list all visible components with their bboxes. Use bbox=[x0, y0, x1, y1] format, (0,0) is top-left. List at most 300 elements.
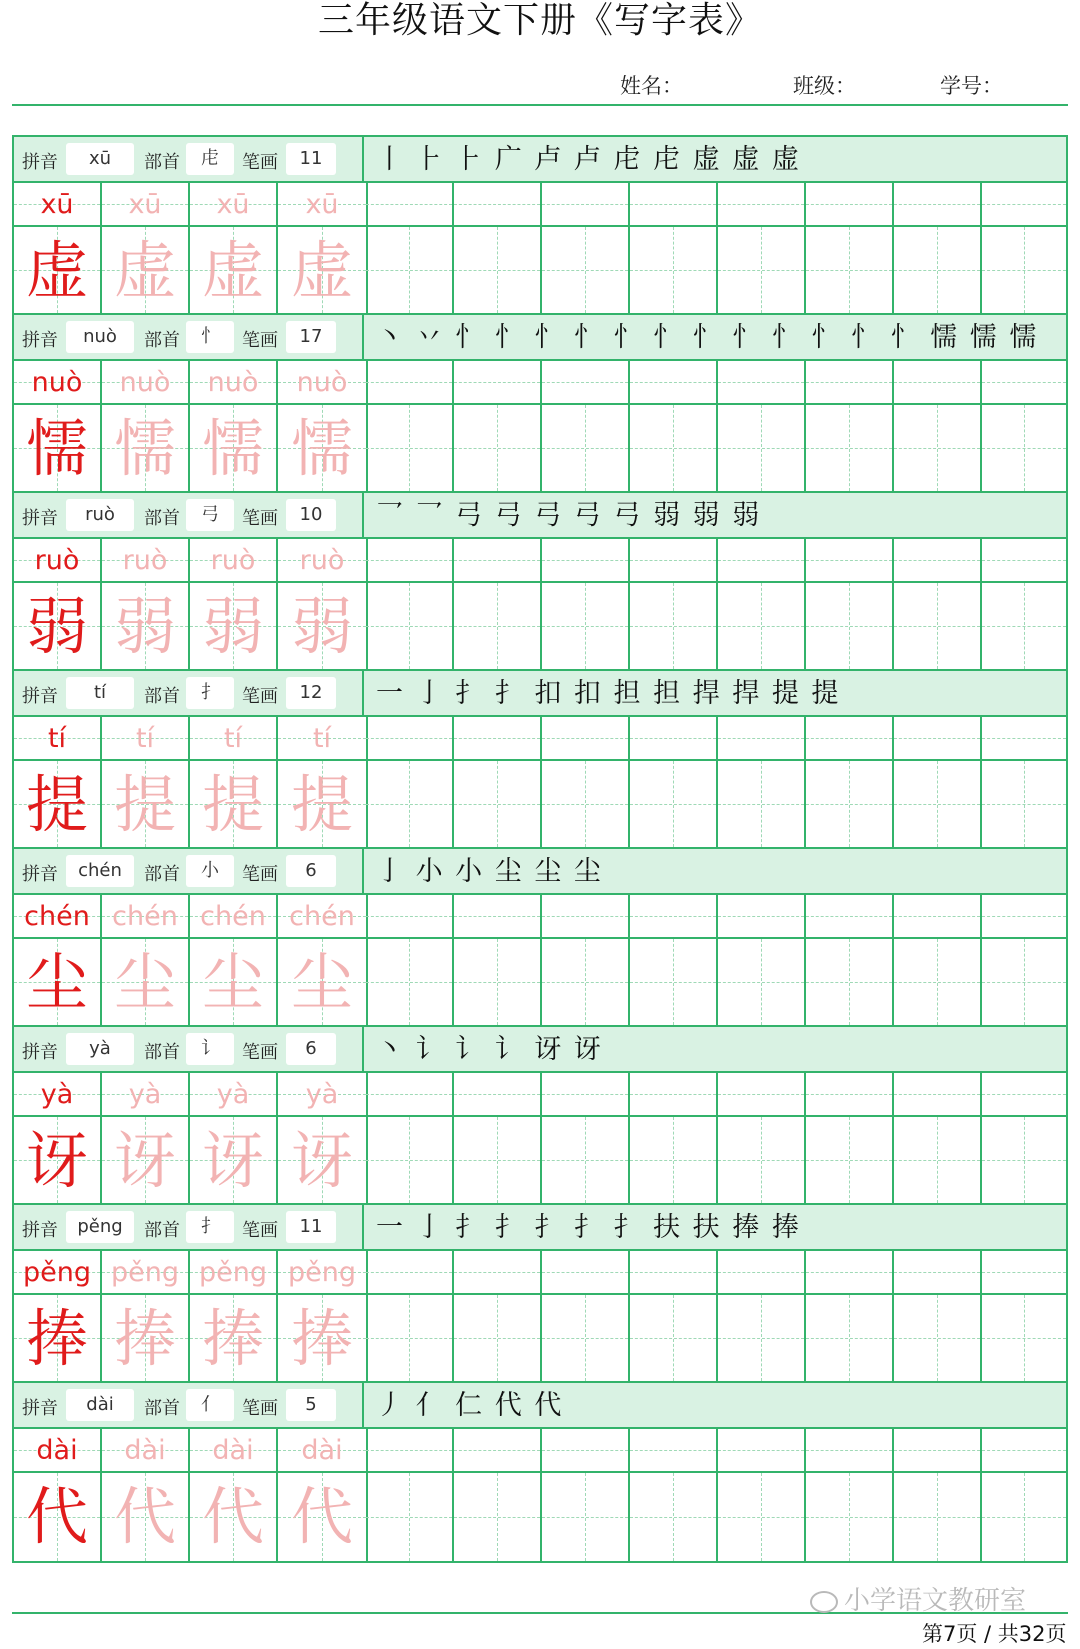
pinyin-cell[interactable] bbox=[14, 539, 102, 581]
pinyin-cell[interactable] bbox=[454, 539, 542, 581]
pinyin-cell[interactable] bbox=[542, 361, 630, 403]
pinyin-value: dài bbox=[66, 1389, 134, 1421]
pinyin-cell[interactable] bbox=[278, 1073, 368, 1115]
tianzige-cell[interactable] bbox=[278, 939, 368, 1025]
tianzige-cell[interactable] bbox=[190, 939, 278, 1025]
stroke-count-label: 笔画 bbox=[242, 508, 278, 529]
pinyin-cell[interactable] bbox=[102, 717, 190, 759]
pinyin-cell[interactable] bbox=[718, 361, 806, 403]
character-block bbox=[14, 315, 1066, 493]
pinyin-cell[interactable] bbox=[278, 361, 368, 403]
tianzige-cell[interactable] bbox=[278, 761, 368, 847]
pinyin-cell[interactable] bbox=[894, 717, 982, 759]
tianzige-cell[interactable] bbox=[982, 1117, 1066, 1203]
stroke-count-label: 笔画 bbox=[242, 686, 278, 707]
pinyin-cell[interactable] bbox=[894, 539, 982, 581]
tianzige-cell[interactable] bbox=[102, 227, 190, 313]
character-trace: 虚 bbox=[113, 234, 176, 307]
pinyin-cell[interactable] bbox=[14, 183, 102, 225]
pinyin-cell[interactable] bbox=[630, 717, 718, 759]
tianzige-cell[interactable] bbox=[278, 1473, 368, 1561]
character-trace: 弱 bbox=[290, 590, 353, 663]
tianzige-cell[interactable] bbox=[630, 405, 718, 491]
tianzige-cell[interactable] bbox=[278, 583, 368, 669]
pinyin-cell[interactable] bbox=[542, 183, 630, 225]
pinyin-cell[interactable] bbox=[14, 1073, 102, 1115]
pinyin-value: ruò bbox=[66, 499, 134, 531]
pinyin-cell[interactable] bbox=[630, 183, 718, 225]
character-trace: 代 bbox=[201, 1480, 264, 1553]
pinyin-cell[interactable] bbox=[190, 1251, 278, 1293]
pinyin-value: xū bbox=[66, 143, 134, 175]
tianzige-cell[interactable] bbox=[366, 227, 454, 313]
tianzige-cell[interactable] bbox=[278, 405, 368, 491]
tianzige-cell[interactable] bbox=[14, 939, 102, 1025]
tianzige-cell[interactable] bbox=[630, 1295, 718, 1381]
pinyin-cell[interactable] bbox=[630, 361, 718, 403]
tianzige-cell[interactable] bbox=[14, 583, 102, 669]
character-model: 懦 bbox=[25, 412, 88, 485]
pinyin-cell[interactable] bbox=[894, 1073, 982, 1115]
pinyin-trace: dài bbox=[212, 1435, 254, 1466]
character-trace: 提 bbox=[113, 768, 176, 841]
pinyin-cell[interactable] bbox=[190, 717, 278, 759]
name-field-label: 姓名： bbox=[620, 74, 683, 98]
pinyin-cell[interactable] bbox=[454, 1429, 542, 1471]
character-info-panel bbox=[14, 1205, 364, 1249]
pinyin-trace: pěng bbox=[198, 1257, 267, 1288]
pinyin-cell[interactable] bbox=[542, 1073, 630, 1115]
pinyin-label: 拼音 bbox=[22, 864, 58, 885]
pinyin-cell[interactable] bbox=[454, 895, 542, 937]
radical-label: 部首 bbox=[144, 508, 180, 529]
tianzige-cell[interactable] bbox=[278, 1117, 368, 1203]
character-trace: 讶 bbox=[201, 1124, 264, 1197]
tianzige-cell[interactable] bbox=[894, 939, 982, 1025]
pinyin-trace: ruò bbox=[122, 545, 168, 576]
character-trace: 讶 bbox=[113, 1124, 176, 1197]
stroke-count-label: 笔画 bbox=[242, 1398, 278, 1419]
pinyin-trace: ruò bbox=[299, 545, 345, 576]
watermark bbox=[810, 1580, 1026, 1617]
tianzige-cell[interactable] bbox=[454, 1117, 542, 1203]
pinyin-cell[interactable] bbox=[542, 895, 630, 937]
tianzige-cell[interactable] bbox=[278, 1295, 368, 1381]
tianzige-cell[interactable] bbox=[366, 939, 454, 1025]
tianzige-cell[interactable] bbox=[190, 405, 278, 491]
pinyin-cell[interactable] bbox=[190, 539, 278, 581]
class-field-label: 班级： bbox=[793, 74, 856, 98]
pinyin-cell[interactable] bbox=[630, 1251, 718, 1293]
pinyin-trace: yà bbox=[128, 1079, 162, 1110]
pinyin-cell[interactable] bbox=[366, 361, 454, 403]
pinyin-practice-row bbox=[14, 1251, 1066, 1295]
tianzige-cell[interactable] bbox=[982, 939, 1066, 1025]
stroke-count-label: 笔画 bbox=[242, 152, 278, 173]
pinyin-cell[interactable] bbox=[630, 539, 718, 581]
tianzige-cell[interactable] bbox=[894, 1117, 982, 1203]
pinyin-cell[interactable] bbox=[542, 717, 630, 759]
tianzige-cell[interactable] bbox=[14, 227, 102, 313]
pinyin-cell[interactable] bbox=[718, 539, 806, 581]
pinyin-cell[interactable] bbox=[366, 895, 454, 937]
tianzige-cell[interactable] bbox=[630, 227, 718, 313]
pinyin-cell[interactable] bbox=[542, 539, 630, 581]
tianzige-cell[interactable] bbox=[894, 761, 982, 847]
character-block bbox=[14, 137, 1066, 315]
pinyin-trace: nuò bbox=[296, 367, 348, 398]
tianzige-cell[interactable] bbox=[190, 1117, 278, 1203]
tianzige-cell[interactable] bbox=[718, 405, 806, 491]
tianzige-cell[interactable] bbox=[14, 405, 102, 491]
character-practice-row bbox=[14, 1295, 1066, 1383]
stroke-order: 丿 亻 仁 代 代 bbox=[376, 1390, 564, 1421]
radical-label: 部首 bbox=[144, 1042, 180, 1063]
character-model: 代 bbox=[25, 1480, 88, 1553]
character-model: 尘 bbox=[25, 946, 88, 1019]
character-trace: 提 bbox=[290, 768, 353, 841]
character-info-panel bbox=[14, 1383, 364, 1427]
pinyin-cell[interactable] bbox=[982, 361, 1066, 403]
tianzige-cell[interactable] bbox=[894, 1473, 982, 1561]
pinyin-value: nuò bbox=[66, 321, 134, 353]
tianzige-cell[interactable] bbox=[366, 1295, 454, 1381]
character-practice-row bbox=[14, 761, 1066, 849]
pinyin-cell[interactable] bbox=[454, 183, 542, 225]
pinyin-trace: chén bbox=[289, 901, 355, 932]
tianzige-cell[interactable] bbox=[366, 1473, 454, 1561]
tianzige-cell[interactable] bbox=[454, 1295, 542, 1381]
tianzige-cell[interactable] bbox=[630, 1473, 718, 1561]
pinyin-cell[interactable] bbox=[630, 1429, 718, 1471]
pinyin-trace: xū bbox=[216, 189, 250, 220]
pinyin-cell[interactable] bbox=[630, 895, 718, 937]
pinyin-cell[interactable] bbox=[718, 1073, 806, 1115]
pinyin-cell[interactable] bbox=[102, 183, 190, 225]
pinyin-label: 拼音 bbox=[22, 1220, 58, 1241]
stroke-count-value: 6 bbox=[286, 1033, 336, 1065]
pinyin-cell[interactable] bbox=[894, 1251, 982, 1293]
pinyin-cell[interactable] bbox=[366, 1073, 454, 1115]
pinyin-cell[interactable] bbox=[190, 183, 278, 225]
tianzige-cell[interactable] bbox=[542, 227, 630, 313]
pinyin-cell[interactable] bbox=[806, 361, 894, 403]
pinyin-cell[interactable] bbox=[190, 361, 278, 403]
tianzige-cell[interactable] bbox=[806, 583, 894, 669]
tianzige-cell[interactable] bbox=[14, 761, 102, 847]
tianzige-cell[interactable] bbox=[542, 1295, 630, 1381]
pinyin-cell[interactable] bbox=[982, 1429, 1066, 1471]
tianzige-cell[interactable] bbox=[278, 227, 368, 313]
pinyin-cell[interactable] bbox=[366, 717, 454, 759]
pinyin-cell[interactable] bbox=[454, 1251, 542, 1293]
radical-value: 扌 bbox=[186, 677, 234, 709]
tianzige-cell[interactable] bbox=[630, 761, 718, 847]
stroke-count-label: 笔画 bbox=[242, 1042, 278, 1063]
tianzige-cell[interactable] bbox=[366, 1117, 454, 1203]
pinyin-cell[interactable] bbox=[190, 895, 278, 937]
character-block bbox=[14, 1205, 1066, 1383]
tianzige-cell[interactable] bbox=[190, 1295, 278, 1381]
character-info-row bbox=[14, 493, 1066, 539]
pinyin-cell[interactable] bbox=[14, 1429, 102, 1471]
tianzige-cell[interactable] bbox=[102, 939, 190, 1025]
tianzige-cell[interactable] bbox=[982, 405, 1066, 491]
tianzige-cell[interactable] bbox=[190, 227, 278, 313]
tianzige-cell[interactable] bbox=[542, 1473, 630, 1561]
radical-value: 讠 bbox=[186, 1033, 234, 1065]
tianzige-cell[interactable] bbox=[366, 405, 454, 491]
pinyin-value: tí bbox=[66, 677, 134, 709]
pinyin-cell[interactable] bbox=[454, 717, 542, 759]
character-practice-row bbox=[14, 227, 1066, 315]
pinyin-cell[interactable] bbox=[982, 1251, 1066, 1293]
pinyin-cell[interactable] bbox=[366, 1429, 454, 1471]
pinyin-cell[interactable] bbox=[718, 1251, 806, 1293]
character-trace: 虚 bbox=[201, 234, 264, 307]
character-trace: 懦 bbox=[113, 412, 176, 485]
pinyin-cell[interactable] bbox=[806, 895, 894, 937]
tianzige-cell[interactable] bbox=[718, 939, 806, 1025]
pinyin-cell[interactable] bbox=[982, 895, 1066, 937]
tianzige-cell[interactable] bbox=[542, 761, 630, 847]
tianzige-cell[interactable] bbox=[982, 1295, 1066, 1381]
stroke-order: 一 亅 扌 扌 扣 扣 担 担 捍 捍 提 提 bbox=[376, 678, 841, 709]
pinyin-cell[interactable] bbox=[278, 895, 368, 937]
pinyin-cell[interactable] bbox=[894, 1429, 982, 1471]
tianzige-cell[interactable] bbox=[806, 227, 894, 313]
pinyin-trace: chén bbox=[112, 901, 178, 932]
character-trace: 捧 bbox=[290, 1302, 353, 1375]
pinyin-practice-row bbox=[14, 1429, 1066, 1473]
tianzige-cell[interactable] bbox=[718, 1295, 806, 1381]
tianzige-cell[interactable] bbox=[630, 583, 718, 669]
pinyin-cell[interactable] bbox=[630, 1073, 718, 1115]
stroke-count-value: 6 bbox=[286, 855, 336, 887]
character-trace: 捧 bbox=[201, 1302, 264, 1375]
tianzige-cell[interactable] bbox=[14, 1117, 102, 1203]
pinyin-cell[interactable] bbox=[982, 717, 1066, 759]
pinyin-cell[interactable] bbox=[278, 539, 368, 581]
tianzige-cell[interactable] bbox=[542, 583, 630, 669]
character-trace: 尘 bbox=[201, 946, 264, 1019]
pinyin-cell[interactable] bbox=[278, 1251, 368, 1293]
tianzige-cell[interactable] bbox=[718, 1473, 806, 1561]
tianzige-cell[interactable] bbox=[806, 761, 894, 847]
stroke-count-label: 笔画 bbox=[242, 864, 278, 885]
pinyin-cell[interactable] bbox=[806, 1429, 894, 1471]
tianzige-cell[interactable] bbox=[806, 1473, 894, 1561]
pinyin-model: chén bbox=[24, 901, 90, 932]
tianzige-cell[interactable] bbox=[542, 939, 630, 1025]
pinyin-cell[interactable] bbox=[102, 1073, 190, 1115]
tianzige-cell[interactable] bbox=[894, 227, 982, 313]
pinyin-cell[interactable] bbox=[366, 539, 454, 581]
stroke-order: 丨 ⺊ ⺊ 广 卢 卢 虍 虍 虚 虚 虚 bbox=[376, 144, 801, 175]
pinyin-cell[interactable] bbox=[14, 895, 102, 937]
tianzige-cell[interactable] bbox=[102, 405, 190, 491]
pinyin-cell[interactable] bbox=[454, 1073, 542, 1115]
tianzige-cell[interactable] bbox=[454, 227, 542, 313]
radical-label: 部首 bbox=[144, 686, 180, 707]
character-trace: 代 bbox=[113, 1480, 176, 1553]
pinyin-cell[interactable] bbox=[14, 361, 102, 403]
tianzige-cell[interactable] bbox=[102, 1295, 190, 1381]
character-practice-row bbox=[14, 583, 1066, 671]
pinyin-cell[interactable] bbox=[982, 183, 1066, 225]
student-number-field-label: 学号： bbox=[940, 74, 1003, 98]
character-trace: 虚 bbox=[290, 234, 353, 307]
pinyin-trace: yà bbox=[305, 1079, 339, 1110]
pinyin-cell[interactable] bbox=[718, 1429, 806, 1471]
character-practice-row bbox=[14, 1117, 1066, 1205]
tianzige-cell[interactable] bbox=[630, 939, 718, 1025]
tianzige-cell[interactable] bbox=[982, 761, 1066, 847]
pinyin-cell[interactable] bbox=[894, 361, 982, 403]
watermark-text: 小学语文教研室 bbox=[844, 1586, 1027, 1616]
character-info-panel bbox=[14, 671, 364, 715]
pinyin-cell[interactable] bbox=[894, 895, 982, 937]
tianzige-cell[interactable] bbox=[718, 227, 806, 313]
radical-value: 小 bbox=[186, 855, 234, 887]
character-trace: 懦 bbox=[290, 412, 353, 485]
pinyin-cell[interactable] bbox=[894, 183, 982, 225]
pinyin-practice-row bbox=[14, 895, 1066, 939]
pinyin-cell[interactable] bbox=[190, 1073, 278, 1115]
tianzige-cell[interactable] bbox=[806, 939, 894, 1025]
character-info-panel bbox=[14, 1027, 364, 1071]
pinyin-trace: ruò bbox=[210, 545, 256, 576]
tianzige-cell[interactable] bbox=[454, 1473, 542, 1561]
tianzige-cell[interactable] bbox=[102, 583, 190, 669]
stroke-count-value: 10 bbox=[286, 499, 336, 531]
character-block bbox=[14, 671, 1066, 849]
pinyin-trace: tí bbox=[135, 723, 155, 754]
character-info-row bbox=[14, 1027, 1066, 1073]
header-divider bbox=[12, 104, 1068, 106]
tianzige-cell[interactable] bbox=[454, 761, 542, 847]
character-block bbox=[14, 493, 1066, 671]
pinyin-cell[interactable] bbox=[102, 895, 190, 937]
tianzige-cell[interactable] bbox=[718, 583, 806, 669]
character-model: 虚 bbox=[25, 234, 88, 307]
tianzige-cell[interactable] bbox=[190, 1473, 278, 1561]
tianzige-cell[interactable] bbox=[894, 405, 982, 491]
pinyin-trace: nuò bbox=[207, 367, 259, 398]
pinyin-cell[interactable] bbox=[806, 539, 894, 581]
tianzige-cell[interactable] bbox=[982, 227, 1066, 313]
radical-label: 部首 bbox=[144, 1398, 180, 1419]
tianzige-cell[interactable] bbox=[542, 405, 630, 491]
tianzige-cell[interactable] bbox=[630, 1117, 718, 1203]
stroke-count-label: 笔画 bbox=[242, 1220, 278, 1241]
radical-value: 弓 bbox=[186, 499, 234, 531]
tianzige-cell[interactable] bbox=[14, 1473, 102, 1561]
pinyin-cell[interactable] bbox=[102, 1251, 190, 1293]
pinyin-cell[interactable] bbox=[806, 1251, 894, 1293]
character-block bbox=[14, 1383, 1066, 1561]
pinyin-trace: tí bbox=[312, 723, 332, 754]
tianzige-cell[interactable] bbox=[982, 583, 1066, 669]
tianzige-cell[interactable] bbox=[894, 583, 982, 669]
pinyin-practice-row bbox=[14, 539, 1066, 583]
pinyin-model: dài bbox=[36, 1435, 78, 1466]
tianzige-cell[interactable] bbox=[366, 583, 454, 669]
tianzige-cell[interactable] bbox=[454, 583, 542, 669]
pinyin-cell[interactable] bbox=[190, 1429, 278, 1471]
tianzige-cell[interactable] bbox=[102, 761, 190, 847]
tianzige-cell[interactable] bbox=[542, 1117, 630, 1203]
pinyin-model: yà bbox=[40, 1079, 74, 1110]
tianzige-cell[interactable] bbox=[454, 405, 542, 491]
stroke-count-value: 12 bbox=[286, 677, 336, 709]
pinyin-cell[interactable] bbox=[718, 183, 806, 225]
tianzige-cell[interactable] bbox=[718, 761, 806, 847]
radical-label: 部首 bbox=[144, 1220, 180, 1241]
stroke-order: 丶 讠 讠 讠 讶 讶 bbox=[376, 1034, 603, 1065]
pinyin-cell[interactable] bbox=[366, 183, 454, 225]
pinyin-cell[interactable] bbox=[102, 1429, 190, 1471]
stroke-count-value: 11 bbox=[286, 1211, 336, 1243]
pinyin-cell[interactable] bbox=[14, 717, 102, 759]
pinyin-cell[interactable] bbox=[806, 1073, 894, 1115]
pinyin-cell[interactable] bbox=[806, 717, 894, 759]
pinyin-model: tí bbox=[47, 723, 67, 754]
character-info-panel bbox=[14, 493, 364, 537]
character-model: 捧 bbox=[25, 1302, 88, 1375]
radical-label: 部首 bbox=[144, 864, 180, 885]
tianzige-cell[interactable] bbox=[806, 1295, 894, 1381]
pinyin-cell[interactable] bbox=[982, 1073, 1066, 1115]
radical-value: 扌 bbox=[186, 1211, 234, 1243]
pinyin-cell[interactable] bbox=[806, 183, 894, 225]
character-trace: 弱 bbox=[113, 590, 176, 663]
pinyin-cell[interactable] bbox=[454, 361, 542, 403]
pinyin-cell[interactable] bbox=[278, 717, 368, 759]
pinyin-cell[interactable] bbox=[982, 539, 1066, 581]
pinyin-cell[interactable] bbox=[278, 183, 368, 225]
pinyin-cell[interactable] bbox=[278, 1429, 368, 1471]
pinyin-cell[interactable] bbox=[718, 717, 806, 759]
pinyin-cell[interactable] bbox=[718, 895, 806, 937]
tianzige-cell[interactable] bbox=[894, 1295, 982, 1381]
tianzige-cell[interactable] bbox=[982, 1473, 1066, 1561]
tianzige-cell[interactable] bbox=[718, 1117, 806, 1203]
tianzige-cell[interactable] bbox=[14, 1295, 102, 1381]
pinyin-cell[interactable] bbox=[102, 361, 190, 403]
character-info-panel bbox=[14, 849, 364, 893]
pinyin-cell[interactable] bbox=[366, 1251, 454, 1293]
character-practice-row bbox=[14, 1473, 1066, 1561]
tianzige-cell[interactable] bbox=[190, 583, 278, 669]
tianzige-cell[interactable] bbox=[806, 1117, 894, 1203]
character-info-panel bbox=[14, 315, 364, 359]
pinyin-label: 拼音 bbox=[22, 330, 58, 351]
tianzige-cell[interactable] bbox=[102, 1473, 190, 1561]
pinyin-cell[interactable] bbox=[542, 1429, 630, 1471]
tianzige-cell[interactable] bbox=[366, 761, 454, 847]
stroke-count-value: 17 bbox=[286, 321, 336, 353]
pinyin-cell[interactable] bbox=[102, 539, 190, 581]
stroke-count-value: 5 bbox=[286, 1389, 336, 1421]
pinyin-cell[interactable] bbox=[542, 1251, 630, 1293]
tianzige-cell[interactable] bbox=[190, 761, 278, 847]
tianzige-cell[interactable] bbox=[454, 939, 542, 1025]
pinyin-cell[interactable] bbox=[14, 1251, 102, 1293]
character-info-row bbox=[14, 1383, 1066, 1429]
tianzige-cell[interactable] bbox=[102, 1117, 190, 1203]
tianzige-cell[interactable] bbox=[806, 405, 894, 491]
